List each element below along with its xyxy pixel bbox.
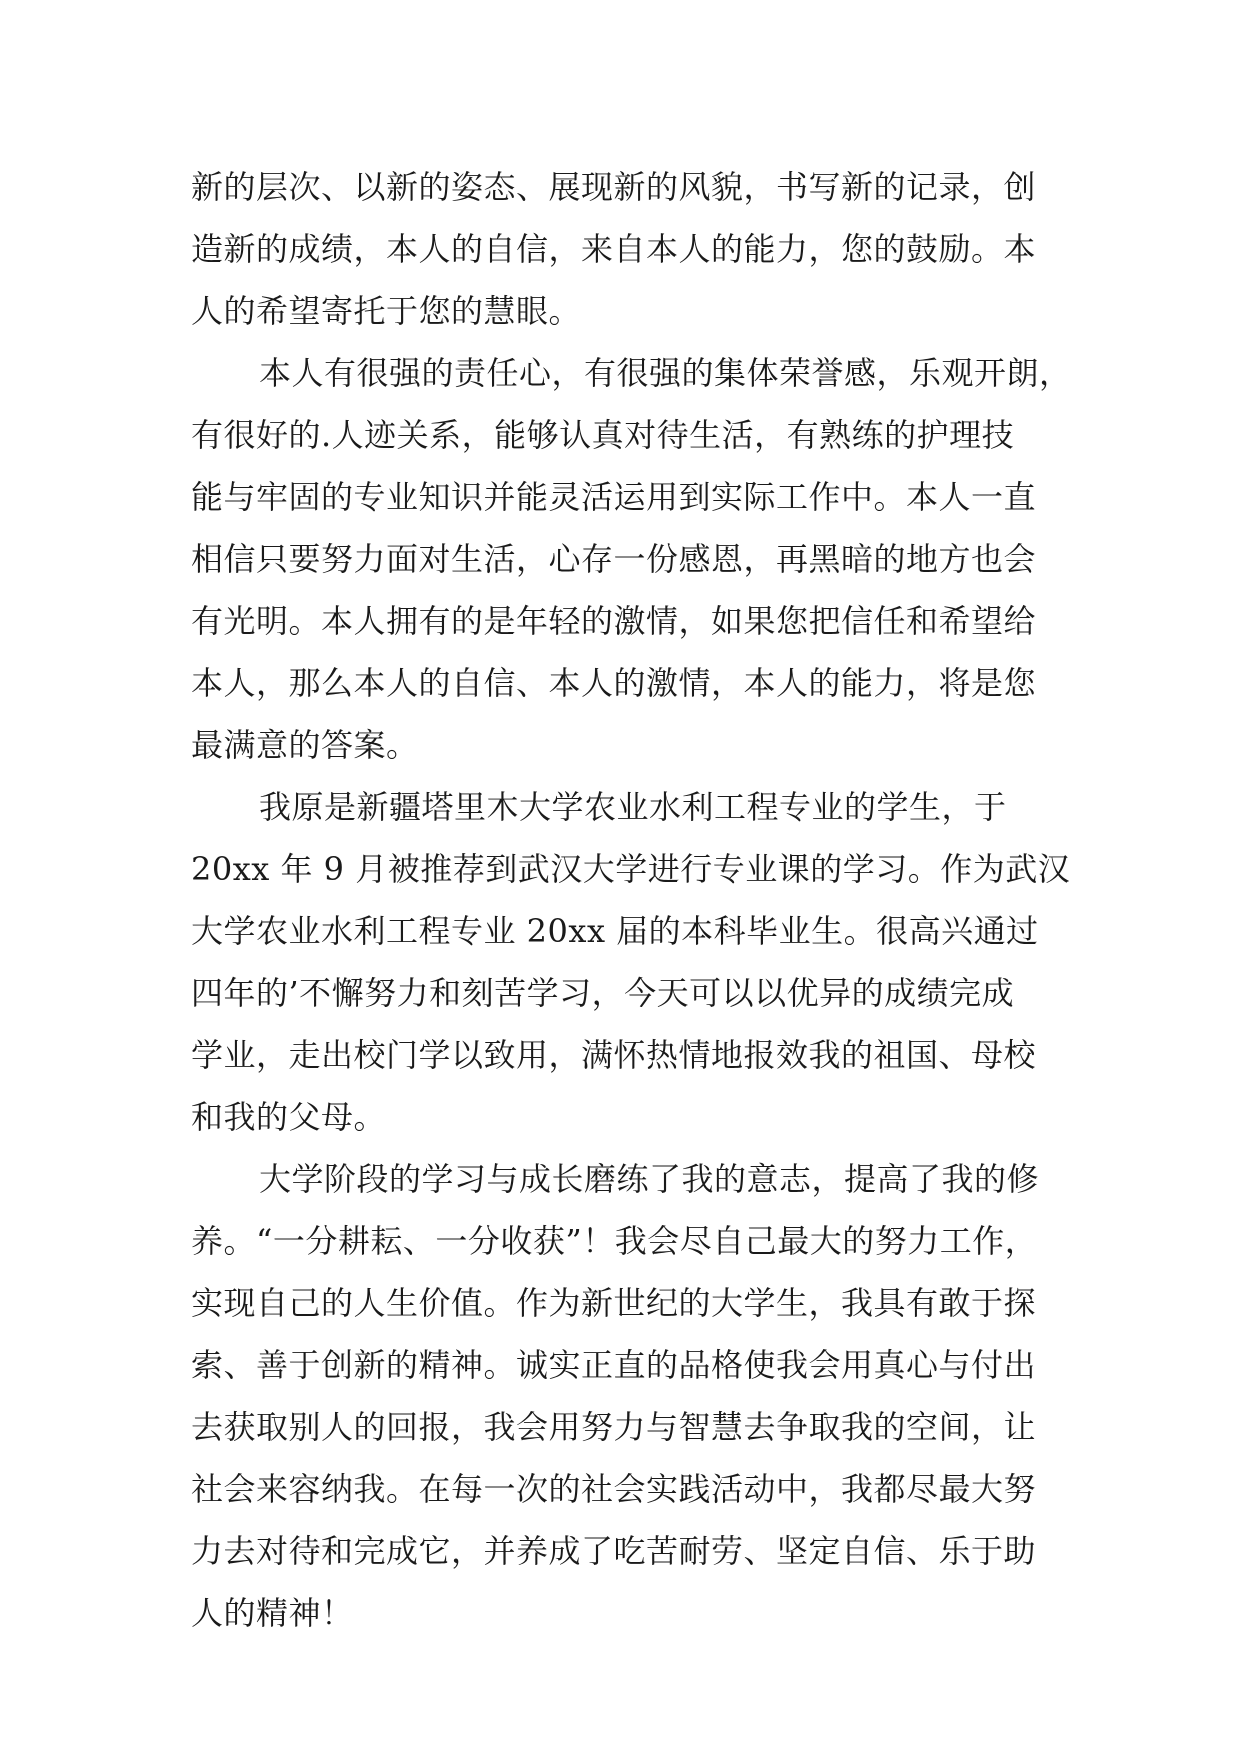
paragraph-line: 学业，走出校门学以致用，满怀热情地报效我的祖国、母校 (191, 1036, 1037, 1074)
body-text (191, 156, 1071, 1644)
paragraph-1 (191, 156, 1071, 342)
paragraph-line: 去获取别人的回报，我会用努力与智慧去争取我的空间，让 (191, 1408, 1037, 1446)
paragraph-line: 本人有很强的责任心，有很强的集体荣誉感，乐观开朗， (259, 354, 1072, 392)
paragraph-line: 力去对待和完成它，并养成了吃苦耐劳、坚定自信、乐于助 (191, 1532, 1037, 1570)
paragraph-line: 能与牢固的专业知识并能灵活运用到实际工作中。本人一直 (191, 478, 1037, 516)
paragraph-line: 人的希望寄托于您的慧眼。 (191, 292, 582, 330)
paragraph-line: 我原是新疆塔里木大学农业水利工程专业的学生，于 (259, 788, 1007, 826)
paragraph-line: 本人，那么本人的自信、本人的激情，本人的能力，将是您 (191, 664, 1037, 702)
paragraph-4 (191, 1148, 1071, 1644)
paragraph-line: 20xx 年 9 月被推荐到武汉大学进行专业课的学习。作为武汉 (191, 850, 1071, 888)
paragraph-line: 有光明。本人拥有的是年轻的激情，如果您把信任和希望给 (191, 602, 1037, 640)
paragraph-line: 人的精神！ (191, 1594, 354, 1632)
paragraph-line: 社会来容纳我。在每一次的社会实践活动中，我都尽最大努 (191, 1470, 1037, 1508)
paragraph-line: 大学农业水利工程专业 20xx 届的本科毕业生。很高兴通过 (191, 912, 1039, 950)
paragraph-line: 有很好的.人迹关系，能够认真对待生活，有熟练的护理技 (191, 416, 1015, 454)
paragraph-3 (191, 776, 1071, 1148)
paragraph-line: 养。“一分耕耘、一分收获”！我会尽自己最大的努力工作， (191, 1222, 1038, 1260)
paragraph-line: 新的层次、以新的姿态、展现新的风貌，书写新的记录，创 (191, 168, 1037, 206)
paragraph-line: 实现自己的人生价值。作为新世纪的大学生，我具有敢于探 (191, 1284, 1037, 1322)
paragraph-line: 索、善于创新的精神。诚实正直的品格使我会用真心与付出 (191, 1346, 1037, 1384)
paragraph-line: 和我的父母。 (191, 1098, 387, 1136)
paragraph-2 (191, 342, 1071, 776)
paragraph-line: 四年的’不懈努力和刻苦学习，今天可以以优异的成绩完成 (191, 974, 1015, 1012)
paragraph-line: 最满意的答案。 (191, 726, 419, 764)
paragraph-line: 相信只要努力面对生活，心存一份感恩，再黑暗的地方也会 (191, 540, 1037, 578)
paragraph-line: 造新的成绩，本人的自信，来自本人的能力，您的鼓励。本 (191, 230, 1037, 268)
paragraph-line: 大学阶段的学习与成长磨练了我的意志，提高了我的修 (259, 1160, 1040, 1198)
